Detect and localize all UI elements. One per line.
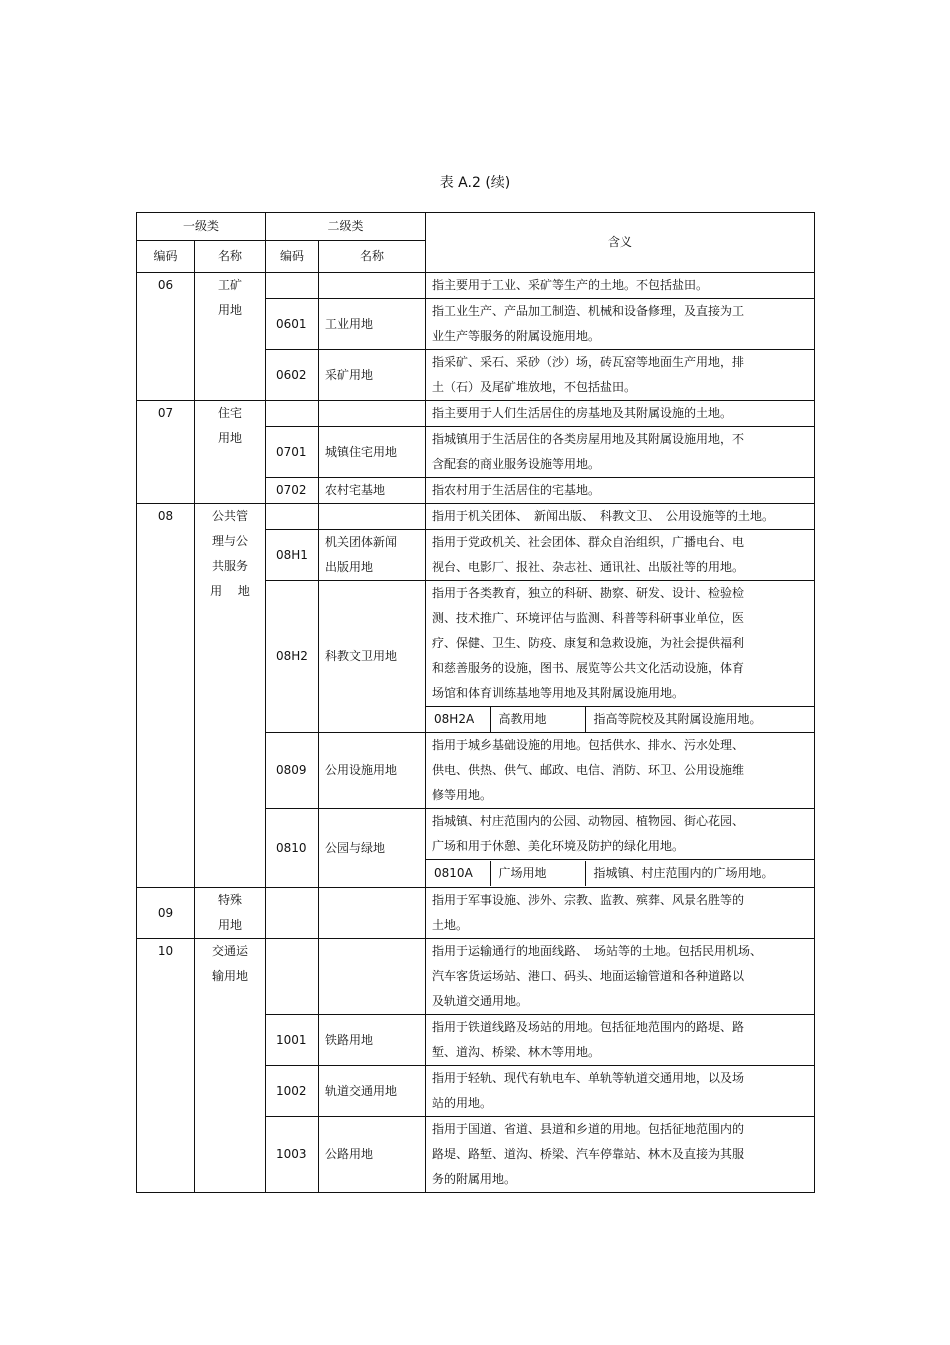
- meaning-cell: 指主要用于人们生活居住的房基地及其附属设施的土地。: [426, 401, 815, 427]
- name-cell: 住宅 用地: [195, 401, 266, 504]
- name-cell: 采矿用地: [319, 350, 426, 401]
- sub-meaning: 指高等院校及其附属设施用地。: [593, 712, 762, 726]
- sub-name: 高教用地: [490, 707, 585, 732]
- meaning-cell: 指工业生产、产品加工制造、机械和设备修理，及直接为工 业生产等服务的附属设施用地。: [426, 299, 815, 350]
- table-row: [137, 273, 815, 299]
- code-cell: 0702: [266, 478, 319, 504]
- code-cell: 08H2: [266, 581, 319, 733]
- code-cell: 06: [137, 273, 195, 401]
- name-cell: 科教文卫用地: [319, 581, 426, 733]
- meaning-cell: 指用于机关团体、 新闻出版、 科教文卫、 公用设施等的土地。: [426, 504, 815, 530]
- table-row: [137, 401, 815, 427]
- code-cell: 0601: [266, 299, 319, 350]
- meaning-cell: 指农村用于生活居住的宅基地。: [426, 478, 815, 504]
- table-row: [137, 888, 815, 939]
- code-cell: 0701: [266, 427, 319, 478]
- table-row: [137, 504, 815, 530]
- code-cell: 0602: [266, 350, 319, 401]
- sub-name: 广场用地: [490, 861, 585, 886]
- code-cell: 0809: [266, 733, 319, 809]
- meaning-cell: 指用于国道、省道、县道和乡道的用地。包括征地范围内的 路堤、路堑、道沟、桥梁、汽车停靠站、林木及直接为其服 务的附属用地。: [426, 1117, 815, 1193]
- meaning-cell: 指用于党政机关、社会团体、群众自治组织，广播电台、电 视台、电影厂、报社、杂志社、通讯社、出版社等的用地。: [426, 530, 815, 581]
- meaning-cell: 指城镇、村庄范围内的公园、动物园、植物园、街心花园、 广场和用于休憩、美化环境及防护的绿化用地。: [426, 809, 815, 860]
- meaning-cell: 指用于轻轨、现代有轨电车、单轨等轨道交通用地，以及场 站的用地。: [426, 1066, 815, 1117]
- meaning-cell: 指城镇用于生活居住的各类房屋用地及其附属设施用地，不 含配套的商业服务设施等用地。: [426, 427, 815, 478]
- meaning-cell: 指用于各类教育，独立的科研、勘察、研发、设计、检验检 测、技术推广、环境评估与监测、科普等科研事业单位，医 疗、保健、卫生、防疫、康复和急救设施，为社会提供福利 和慈善服务的设施，图书、展览等公共文化活动设施，体育 场馆和体育训练基地等用地及其附属设施用地。: [426, 581, 815, 707]
- name-cell: 城镇住宅用地: [319, 427, 426, 478]
- name-cell: 工业用地: [319, 299, 426, 350]
- name-cell: 铁路用地: [319, 1015, 426, 1066]
- header-code-2: 编码: [266, 241, 319, 273]
- meaning-cell: 指主要用于工业、采矿等生产的土地。不包括盐田。: [426, 273, 815, 299]
- name-cell: 公园与绿地: [319, 809, 426, 888]
- code-cell: 08H1: [266, 530, 319, 581]
- sub-code: 08H2A: [426, 707, 490, 732]
- name-cell: 农村宅基地: [319, 478, 426, 504]
- header-name-2: 名称: [319, 241, 426, 273]
- code-cell: 1001: [266, 1015, 319, 1066]
- sub-code: 0810A: [426, 861, 490, 886]
- sub-class-cell: [426, 707, 815, 733]
- code-cell: 1003: [266, 1117, 319, 1193]
- code-cell: 09: [137, 888, 195, 939]
- header-code-1: 编码: [137, 241, 195, 273]
- name-cell: 特殊 用地: [195, 888, 266, 939]
- table-caption: 表 A.2 (续): [439, 175, 511, 191]
- name-cell: 轨道交通用地: [319, 1066, 426, 1117]
- land-classification-table: [136, 212, 815, 1193]
- name-cell: 公用设施用地: [319, 733, 426, 809]
- meaning-cell: 指用于运输通行的地面线路、 场站等的土地。包括民用机场、 汽车客货运场站、港口、码头、地面运输管道和各种道路以 及轨道交通用地。: [426, 939, 815, 1015]
- header-level1: 一级类: [137, 213, 266, 241]
- meaning-cell: 指采矿、采石、采砂（沙）场，砖瓦窑等地面生产用地，排 土（石）及尾矿堆放地，不包括盐田。: [426, 350, 815, 401]
- name-cell: 公路用地: [319, 1117, 426, 1193]
- code-cell: 1002: [266, 1066, 319, 1117]
- header-level2: 二级类: [266, 213, 426, 241]
- code-cell: 0810: [266, 809, 319, 888]
- meaning-cell: 指用于城乡基础设施的用地。包括供水、排水、污水处理、 供电、供热、供气、邮政、电信、消防、环卫、公用设施维 修等用地。: [426, 733, 815, 809]
- name-cell: 机关团体新闻 出版用地: [319, 530, 426, 581]
- name-cell: 公共管 理与公 共服务 用 地: [195, 504, 266, 888]
- table-row: [137, 939, 815, 1015]
- code-cell: 07: [137, 401, 195, 504]
- meaning-cell: 指用于铁道线路及场站的用地。包括征地范围内的路堤、路 堑、道沟、桥梁、林木等用地。: [426, 1015, 815, 1066]
- code-cell: 10: [137, 939, 195, 1193]
- code-cell: 08: [137, 504, 195, 888]
- sub-class-cell: [426, 860, 815, 888]
- sub-meaning: 指城镇、村庄范围内的广场用地。: [593, 866, 774, 880]
- meaning-cell: 指用于军事设施、涉外、宗教、监教、殡葬、风景名胜等的 土地。: [426, 888, 815, 939]
- header-name-1: 名称: [195, 241, 266, 273]
- name-cell: 交通运 输用地: [195, 939, 266, 1193]
- name-cell: 工矿 用地: [195, 273, 266, 401]
- header-meaning: 含义: [426, 213, 815, 273]
